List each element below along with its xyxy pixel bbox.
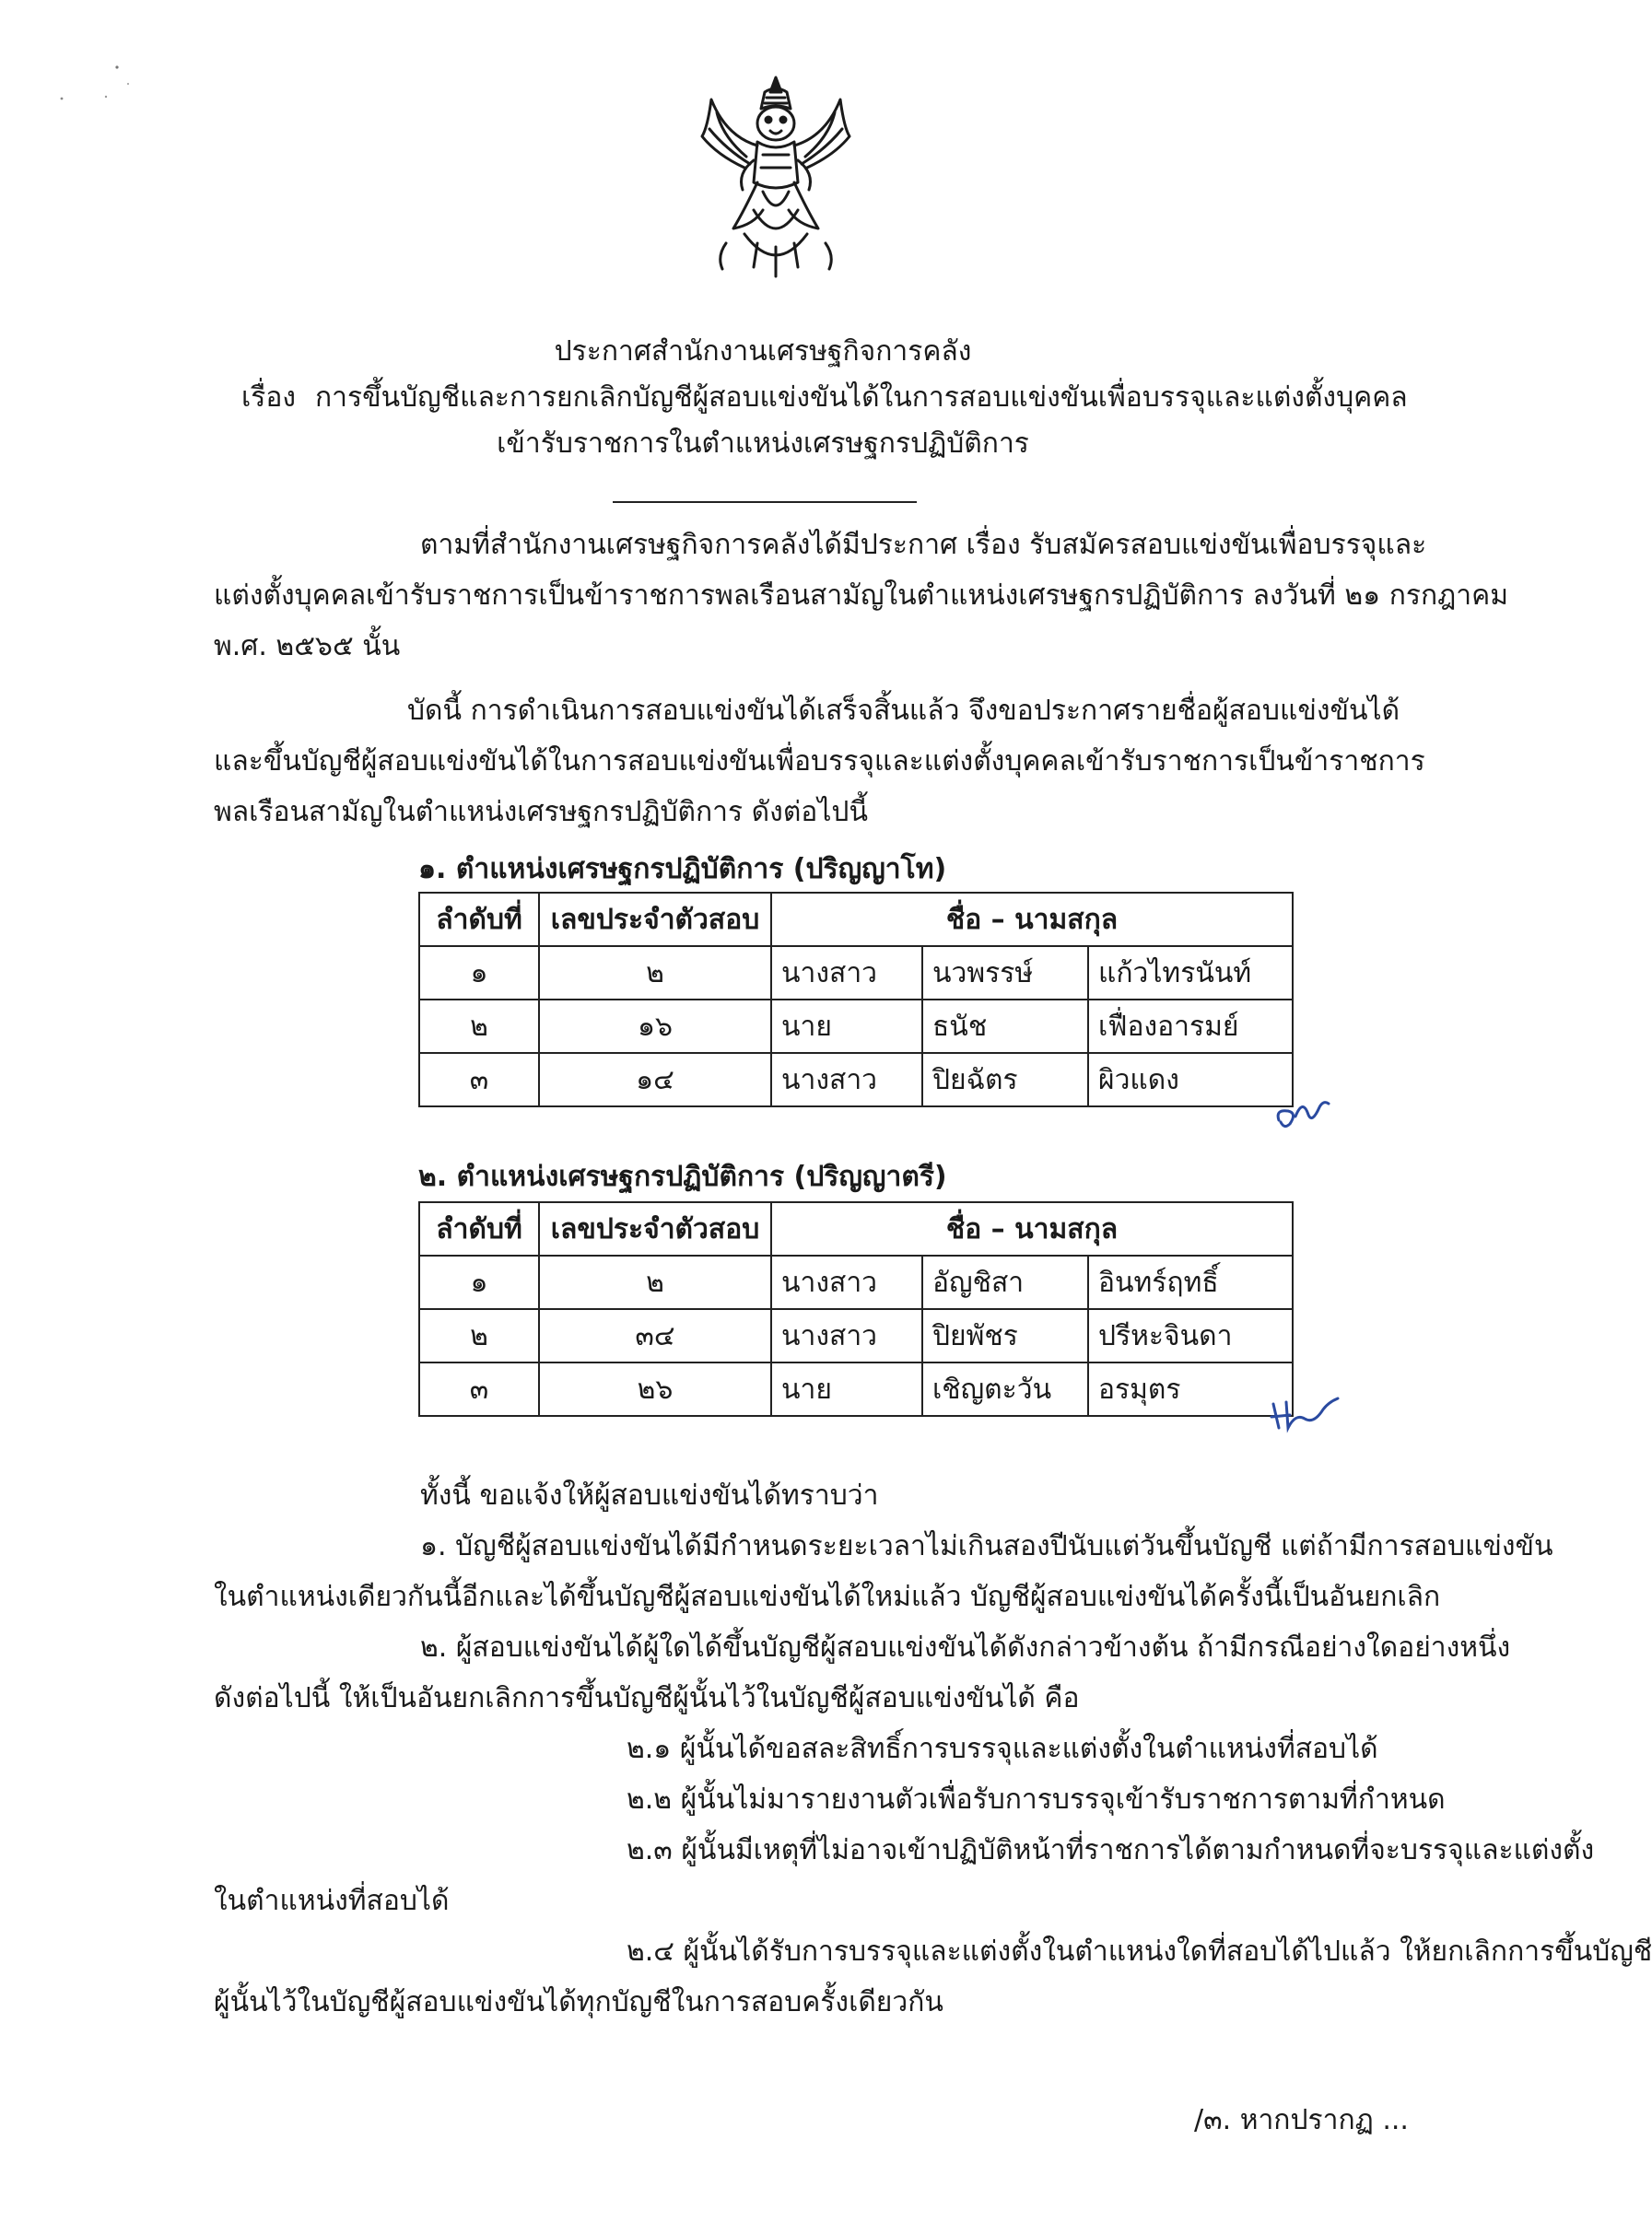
table-row xyxy=(419,1256,1293,1309)
row-exam-id: ๒ xyxy=(539,946,771,1000)
header-no: ลำดับที่ xyxy=(419,1202,539,1256)
notice-item-1-line-1: ๑. บัญชีผู้สอบแข่งขันได้มีกำหนดระยะเวลาไม่เกินสองปีนับแต่วันขึ้นบัญชี แต่ถ้ามีการสอบแข่งขัน xyxy=(420,1530,1553,1562)
row-exam-id: ๑๔ xyxy=(539,1053,771,1106)
row-prefix: นาย xyxy=(771,1000,922,1053)
header-exam-id: เลขประจำตัวสอบ xyxy=(539,1202,771,1256)
header-exam-id: เลขประจำตัวสอบ xyxy=(539,893,771,946)
row-prefix: นางสาว xyxy=(771,1256,922,1309)
subject-label: เรื่อง xyxy=(241,381,297,414)
row-no: ๒ xyxy=(419,1309,539,1362)
notice-item-2-line-1: ๒. ผู้สอบแข่งขันได้ผู้ใดได้ขึ้นบัญชีผู้สอบแข่งขันได้ดังกล่าวข้างต้น ถ้ามีกรณีอย่างใดอย่างหนึ่ง xyxy=(420,1631,1511,1664)
announcement-title: ประกาศสำนักงานเศรษฐกิจการคลัง xyxy=(554,335,972,368)
row-last-name: เฟื่องอารมย์ xyxy=(1088,1000,1293,1053)
table-row xyxy=(419,1000,1293,1053)
table-header-row xyxy=(419,1202,1293,1256)
row-exam-id: ๑๖ xyxy=(539,1000,771,1053)
row-first-name: ปิยพัชร xyxy=(922,1309,1088,1362)
header-name: ชื่อ – นามสกุล xyxy=(771,1202,1293,1256)
signature-initial-icon xyxy=(1271,1089,1336,1133)
notice-sub-2-2: ๒.๒ ผู้นั้นไม่มารายงานตัวเพื่อรับการบรรจุเข้ารับราชการตามที่กำหนด xyxy=(627,1783,1446,1816)
heading-divider xyxy=(613,501,917,503)
row-no: ๑ xyxy=(419,1256,539,1309)
row-first-name: เชิญตะวัน xyxy=(922,1362,1088,1416)
notice-item-1-line-2: ในตำแหน่งเดียวกันนี้อีกและได้ขึ้นบัญชีผู้สอบแข่งขันได้ใหม่แล้ว บัญชีผู้สอบแข่งขันได้ครั้งนี้เป็นอันยกเลิก xyxy=(214,1581,1441,1613)
notice-item-2-line-2: ดังต่อไปนี้ ให้เป็นอันยกเลิกการขึ้นบัญชีผู้นั้นไว้ในบัญชีผู้สอบแข่งขันได้ คือ xyxy=(214,1682,1080,1714)
paragraph-1-line-3: พ.ศ. ๒๕๖๕ นั้น xyxy=(214,630,401,662)
row-first-name: ปิยฉัตร xyxy=(922,1053,1088,1106)
row-prefix: นางสาว xyxy=(771,946,922,1000)
row-exam-id: ๒ xyxy=(539,1256,771,1309)
paragraph-2-line-1: บัดนี้ การดำเนินการสอบแข่งขันได้เสร็จสิ้นแล้ว จึงขอประกาศรายชื่อผู้สอบแข่งขันได้ xyxy=(407,695,1400,727)
header-name: ชื่อ – นามสกุล xyxy=(771,893,1293,946)
subject-line-1: การขึ้นบัญชีและการยกเลิกบัญชีผู้สอบแข่งขันได้ในการสอบแข่งขันเพื่อบรรจุและแต่งตั้งบุคคล xyxy=(315,381,1408,414)
paragraph-2-line-2: และขึ้นบัญชีผู้สอบแข่งขันได้ในการสอบแข่งขันเพื่อบรรจุและแต่งตั้งบุคคลเข้ารับราชการเป็นข้าราชการ xyxy=(214,745,1425,778)
row-prefix: นางสาว xyxy=(771,1309,922,1362)
section-1-title: ๑. ตำแหน่งเศรษฐกรปฏิบัติการ (ปริญญาโท) xyxy=(418,853,947,885)
row-last-name: อินทร์ฤทธิ์ xyxy=(1088,1256,1293,1309)
continued-on-next-page: /๓. หากปรากฏ ... xyxy=(1194,2104,1409,2136)
row-first-name: นวพรรษ์ xyxy=(922,946,1088,1000)
row-last-name: ปรีหะจินดา xyxy=(1088,1309,1293,1362)
notice-intro: ทั้งนี้ ขอแจ้งให้ผู้สอบแข่งขันได้ทราบว่า xyxy=(420,1479,879,1512)
section-1-table xyxy=(418,892,1294,1107)
section-2-title: ๒. ตำแหน่งเศรษฐกรปฏิบัติการ (ปริญญาตรี) xyxy=(418,1161,947,1193)
row-last-name: แก้วไทรนันท์ xyxy=(1088,946,1293,1000)
section-2-table xyxy=(418,1201,1294,1417)
paragraph-2-line-3: พลเรือนสามัญในตำแหน่งเศรษฐกรปฏิบัติการ ดังต่อไปนี้ xyxy=(214,796,868,828)
row-last-name: ผิวแดง xyxy=(1088,1053,1293,1106)
row-no: ๓ xyxy=(419,1053,539,1106)
paragraph-1-line-2: แต่งตั้งบุคคลเข้ารับราชการเป็นข้าราชการพลเรือนสามัญในตำแหน่งเศรษฐกรปฏิบัติการ ลงวันที่ ๒๑ กรกฎาคม xyxy=(214,579,1508,612)
table-row xyxy=(419,1053,1293,1106)
paragraph-1-line-1: ตามที่สำนักงานเศรษฐกิจการคลังได้มีประกาศ เรื่อง รับสมัครสอบแข่งขันเพื่อบรรจุและ xyxy=(420,529,1427,561)
notice-sub-2-1: ๒.๑ ผู้นั้นได้ขอสละสิทธิ์การบรรจุและแต่งตั้งในตำแหน่งที่สอบได้ xyxy=(627,1733,1378,1765)
notice-sub-2-4-line-2: ผู้นั้นไว้ในบัญชีผู้สอบแข่งขันได้ทุกบัญชีในการสอบครั้งเดียวกัน xyxy=(214,1986,943,2018)
table-row xyxy=(419,1362,1293,1416)
row-no: ๓ xyxy=(419,1362,539,1416)
scan-speck-icon xyxy=(51,51,143,115)
table-header-row xyxy=(419,893,1293,946)
header-no: ลำดับที่ xyxy=(419,893,539,946)
table-row xyxy=(419,1309,1293,1362)
notice-sub-2-3-line-2: ในตำแหน่งที่สอบได้ xyxy=(214,1885,450,1917)
row-exam-id: ๓๔ xyxy=(539,1309,771,1362)
garuda-emblem-icon xyxy=(689,72,862,282)
row-prefix: นางสาว xyxy=(771,1053,922,1106)
row-first-name: ธนัช xyxy=(922,1000,1088,1053)
notice-sub-2-4-line-1: ๒.๔ ผู้นั้นได้รับการบรรจุและแต่งตั้งในตำแหน่งใดที่สอบได้ไปแล้ว ให้ยกเลิกการขึ้นบัญชี xyxy=(627,1935,1652,1968)
table-row xyxy=(419,946,1293,1000)
notice-sub-2-3-line-1: ๒.๓ ผู้นั้นมีเหตุที่ไม่อาจเข้าปฏิบัติหน้าที่ราชการได้ตามกำหนดที่จะบรรจุและแต่งตั้ง xyxy=(627,1834,1595,1866)
row-prefix: นาย xyxy=(771,1362,922,1416)
row-exam-id: ๒๖ xyxy=(539,1362,771,1416)
signature-initial-icon xyxy=(1268,1391,1342,1437)
row-no: ๒ xyxy=(419,1000,539,1053)
row-last-name: อรมุตร xyxy=(1088,1362,1293,1416)
row-first-name: อัญชิสา xyxy=(922,1256,1088,1309)
subject-line-2: เข้ารับราชการในตำแหน่งเศรษฐกรปฏิบัติการ xyxy=(497,427,1029,460)
row-no: ๑ xyxy=(419,946,539,1000)
